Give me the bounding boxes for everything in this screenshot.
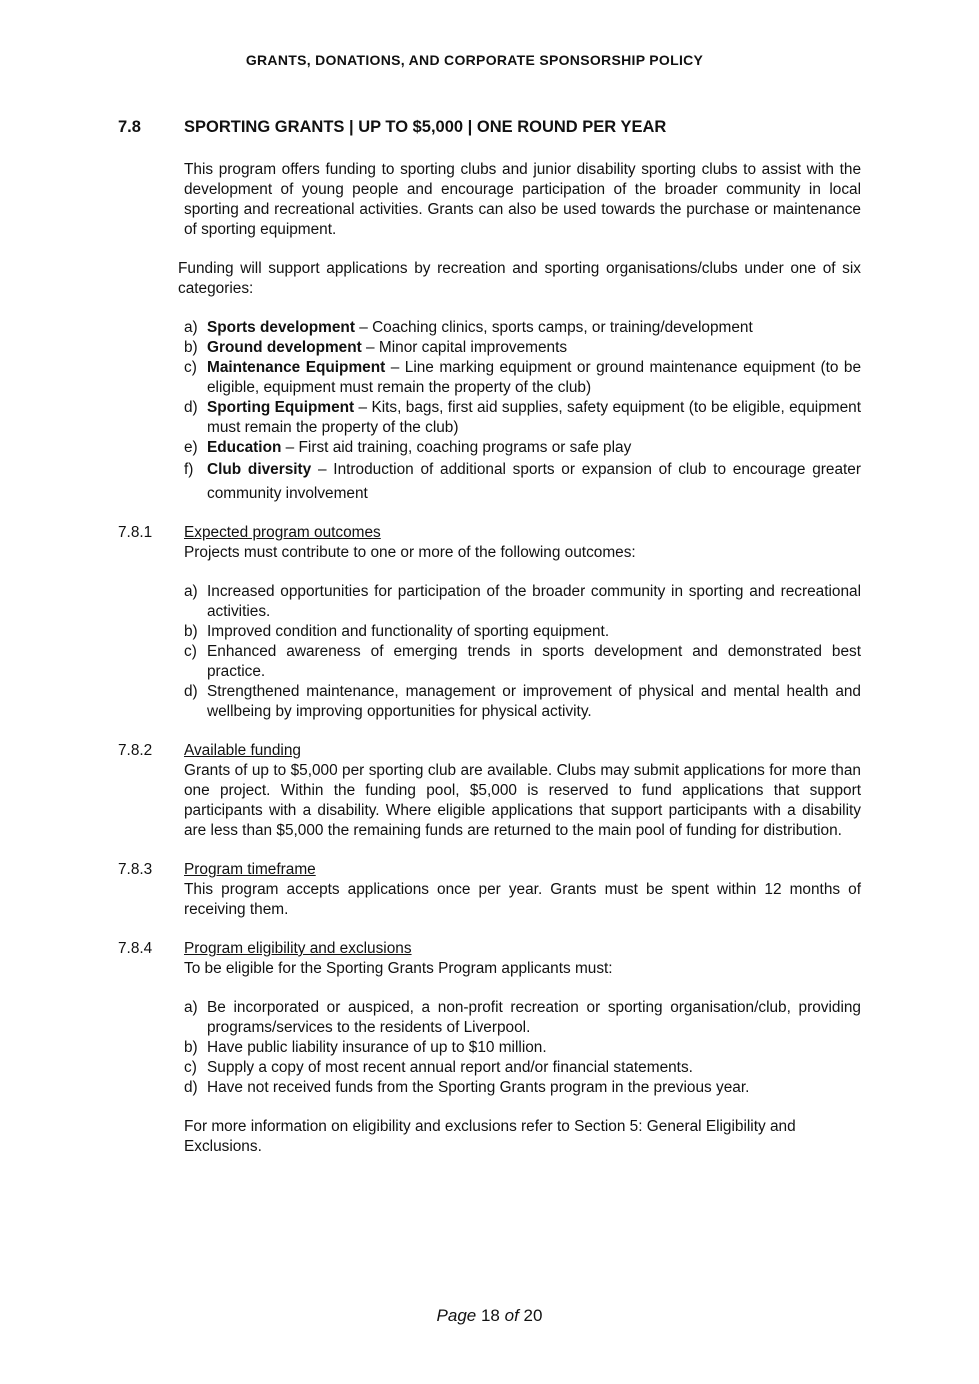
subsection-heading: Available funding <box>184 742 301 759</box>
outcomes-list <box>184 582 861 722</box>
section-number: 7.8 <box>118 118 141 136</box>
subsection-heading: Program eligibility and exclusions <box>184 940 412 957</box>
section-title: SPORTING GRANTS | UP TO $5,000 | ONE ROUND PER YEAR <box>184 118 667 136</box>
subsection-text: This program accepts applications once per year. Grants must be spent within 12 months of receiving them. <box>184 881 861 918</box>
list-item: b) Improved condition and functionality of sporting equipment. <box>184 623 610 640</box>
subsection-number: 7.8.4 <box>118 940 153 957</box>
list-item: d) Have not received funds from the Sporting Grants program in the previous year. <box>184 1079 750 1096</box>
list-item: a) Be incorporated or auspiced, a non-profit recreation or sporting organisation/club, providing programs/services to the residents of Liverpool. <box>184 999 861 1036</box>
list-item: b) Ground development – Minor capital improvements <box>184 339 568 356</box>
subsection-number: 7.8.1 <box>118 524 153 541</box>
subsection-funding <box>118 741 861 841</box>
subsection-number: 7.8.2 <box>118 742 153 759</box>
list-item: e) Education – First aid training, coaching programs or safe play <box>184 439 632 456</box>
list-item: c) Maintenance Equipment – Line marking equipment or ground maintenance equipment (to be eligible, equipment must remain the property of the club) <box>184 359 862 396</box>
list-item: a) Sports development – Coaching clinics, sports camps, or training/development <box>184 319 753 336</box>
subsection-number: 7.8.3 <box>118 861 153 878</box>
list-item: d) Sporting Equipment – Kits, bags, first aid supplies, safety equipment (to be eligible, equipment must remain the property of the club) <box>184 399 861 436</box>
list-item: b) Have public liability insurance of up to $10 million. <box>184 1039 547 1056</box>
list-item: c) Supply a copy of most recent annual report and/or financial statements. <box>184 1059 693 1076</box>
subsection-intro: Projects must contribute to one or more of the following outcomes: <box>184 544 636 561</box>
page-total: 20 <box>523 1306 543 1325</box>
eligibility-list <box>184 998 861 1098</box>
categories-intro: Funding will support applications by recreation and sporting organisations/clubs under one of six categories: <box>178 260 861 297</box>
subsection-heading: Program timeframe <box>184 861 316 878</box>
page-footer <box>0 1306 979 1326</box>
subsection-timeframe <box>118 860 861 920</box>
page-number: 18 <box>480 1306 500 1325</box>
of-word: of <box>504 1306 519 1325</box>
list-item: c) Enhanced awareness of emerging trends in sports development and demonstrated best practice. <box>184 643 861 680</box>
page-word: Page <box>436 1306 477 1325</box>
list-item: a) Increased opportunities for participation of the broader community in sporting and recreational activities. <box>184 583 861 620</box>
list-item: d) Strengthened maintenance, management or improvement of physical and mental health and wellbeing by improving opportunities for physical activity. <box>184 683 861 720</box>
list-item: f) Club diversity – Introduction of additional sports or expansion of club to encourage greater community involvement <box>184 461 861 502</box>
content-body <box>118 160 862 1157</box>
categories-list <box>184 318 861 506</box>
intro-paragraph: This program offers funding to sporting clubs and junior disability sporting clubs to assist with the development of young people and encourage participation of the broader community in local sporting and recreational activities. Grants can also be used towards the purchase or maintenance of sporting equipment. <box>184 161 861 238</box>
page-header: GRANTS, DONATIONS, AND CORPORATE SPONSORSHIP POLICY <box>245 52 704 68</box>
subsection-outcomes <box>118 523 861 722</box>
subsection-heading: Expected program outcomes <box>184 524 381 541</box>
subsection-intro: To be eligible for the Sporting Grants Program applicants must: <box>184 960 613 977</box>
subsection-eligibility <box>118 939 861 1157</box>
closing-paragraph: For more information on eligibility and exclusions refer to Section 5: General Eligibility and Exclusions. <box>184 1118 796 1155</box>
section-heading <box>118 118 862 137</box>
subsection-text: Grants of up to $5,000 per sporting club are available. Clubs may submit applications for more than one project. Within the funding pool, $5,000 is reserved to fund applications that support participants with a disability. Where eligible applications that support participants with a disability are less than $5,000 the remaining funds are returned to the main pool of funding for distribution. <box>184 762 861 839</box>
